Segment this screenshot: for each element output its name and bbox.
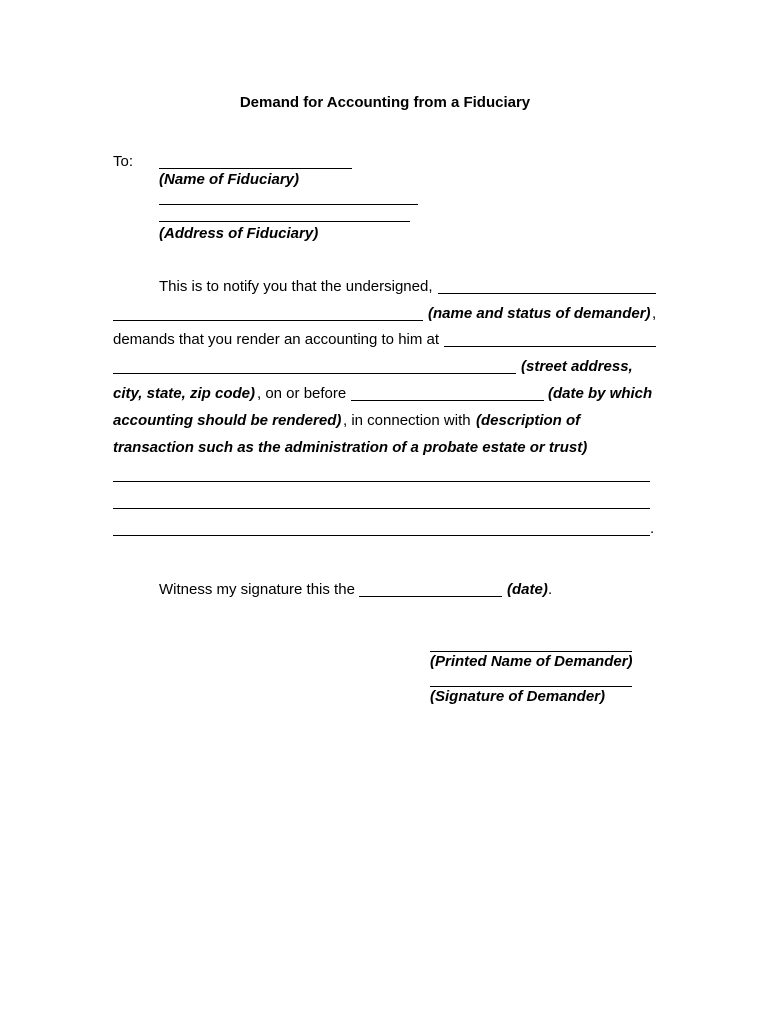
transaction-label: transaction such as the administration of a probate estate or trust) [113, 439, 588, 456]
printed-name-label: (Printed Name of Demander) [430, 653, 633, 670]
body-line3-text: demands that you render an accounting to him at [113, 331, 440, 348]
address-of-fiduciary-label: (Address of Fiduciary) [159, 225, 319, 242]
name-status-comma: , [652, 305, 657, 322]
address-blank-line-1 [444, 346, 656, 347]
address-blank-line-2 [113, 373, 516, 374]
final-period: . [650, 520, 655, 537]
witness-date-label: (date) [507, 581, 548, 598]
demander-name-blank-line [113, 320, 423, 321]
printed-name-line [430, 651, 632, 652]
on-or-before-text: , on or before [257, 385, 347, 402]
city-state-zip-label: city, state, zip code) [113, 385, 255, 402]
to-label: To: [113, 153, 134, 170]
witness-text: Witness my signature this the [159, 581, 355, 598]
description-blank-line-3 [113, 535, 650, 536]
undersigned-blank-line [438, 293, 656, 294]
witness-date-blank-line [359, 596, 502, 597]
name-of-fiduciary-label: (Name of Fiduciary) [159, 171, 300, 188]
witness-period: . [548, 581, 553, 598]
document-title: Demand for Accounting from a Fiduciary [239, 94, 531, 111]
date-blank-line [351, 400, 544, 401]
accounting-rendered-label: accounting should be rendered) [113, 412, 342, 429]
fiduciary-name-line [159, 168, 352, 169]
description-label: (description of [476, 412, 581, 429]
fiduciary-address-line-2 [159, 221, 410, 222]
description-blank-line-1 [113, 481, 650, 482]
description-blank-line-2 [113, 508, 650, 509]
signature-line [430, 686, 632, 687]
name-status-label: (name and status of demander) [428, 305, 651, 322]
street-address-label: (street address, [521, 358, 633, 375]
fiduciary-address-line-1 [159, 204, 418, 205]
signature-label: (Signature of Demander) [430, 688, 606, 705]
in-connection-text: , in connection with [343, 412, 471, 429]
body-line1-text: This is to notify you that the undersigned, [159, 278, 433, 295]
date-by-which-label: (date by which [548, 385, 653, 402]
